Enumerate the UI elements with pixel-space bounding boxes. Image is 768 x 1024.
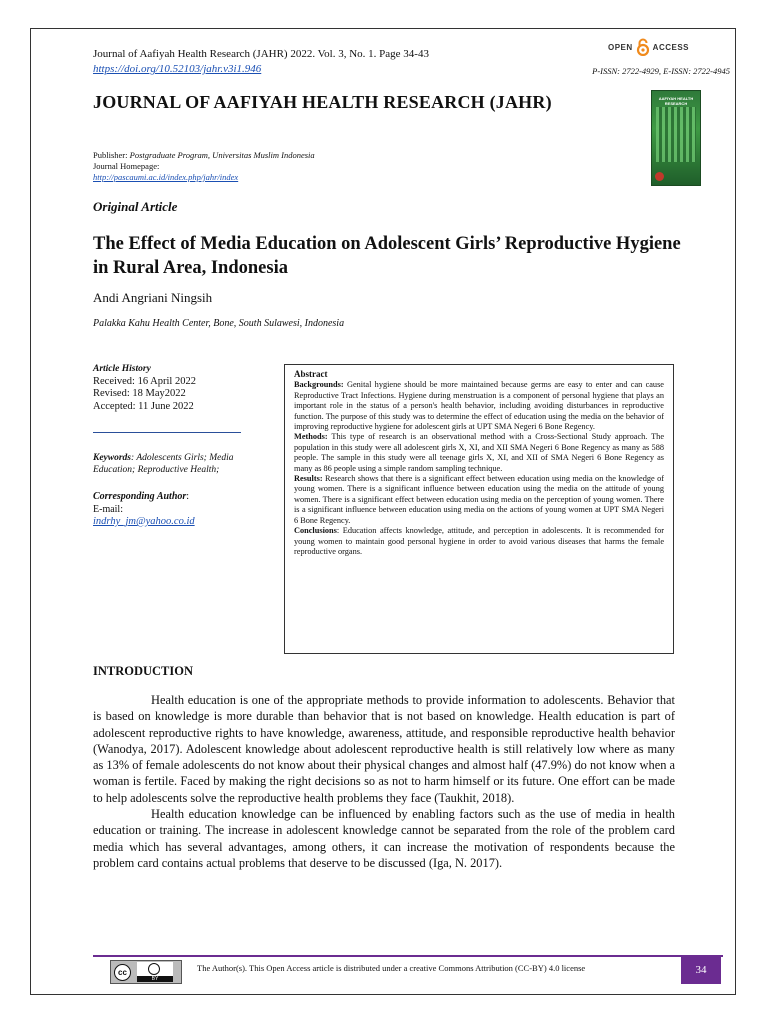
section-heading: INTRODUCTION [93,664,194,678]
page-number: 34 [681,956,721,984]
footer-divider [93,955,723,957]
open-access-right: ACCESS [652,42,690,52]
person-icon [148,963,160,975]
publisher-block: Publisher: Postgraduate Program, Universitas Muslim Indonesia Journal Homepage: http://pascaumi.ac.id/index.php/jahr/index [93,150,315,182]
homepage-label: Journal Homepage: [93,161,160,171]
email-link[interactable]: indrhy_jm@yahoo.co.id [93,516,195,527]
cover-title: AAFIYAH HEALTH RESEARCH [658,96,694,106]
journal-title: JOURNAL OF AAFIYAH HEALTH RESEARCH (JAHR) [93,92,552,112]
email-label: E-mail: [93,503,123,515]
homepage-link[interactable]: http://pascaumi.ac.id/index.php/jahr/index [93,172,239,182]
revised-date: Revised: 18 May2022 [93,388,186,399]
accepted-date: Accepted: 11 June 2022 [93,400,194,412]
corresponding-label: Corresponding Author [93,491,187,502]
creative-commons-icon: cc [114,964,131,981]
paper-title: The Effect of Media Education on Adolescent Girls’ Reproductive Hygiene in Rural Area, Indonesia [93,234,681,278]
issn-line: P-ISSN: 2722-4929, E-ISSN: 2722-4945 [592,66,730,76]
article-type: Original Article [93,199,178,214]
methods-label: Methods: [294,432,328,442]
open-access-logo [608,38,689,56]
paragraph: Health education is one of the appropriate methods to provide information to adolescents. Behavior that is based on knowledge is more durable than behavior that is not based on knowledge. Health education is part of adolescent reproductive rights to have knowledge, awareness, attitude, and responsible reproductive health behavior (Wanodya, 2017). Adolescent knowledge about adolescent reproductive health is still relatively low where as many as 13% of female adolescents do not know about their physical changes and almost half (47.9%) do not know when a woman is fertile. Faced by making the right decisions so as not to harm himself or its future. One effort can be made to help adolescents solve the reproductive health problems they face (Taukhit, 2018). [93,693,675,805]
publisher-name: Postgraduate Program, Universitas Muslim Indonesia [129,150,315,160]
keywords-text: : Adolescents Girls; Media Education; Reproductive Health; [93,453,234,475]
conclusions-label: Conclusions [294,526,337,536]
introduction-body [93,692,675,871]
abstract-box [284,364,674,654]
backgrounds-label: Backgrounds: [294,380,344,390]
journal-cover-image [651,90,701,186]
cover-badge-icon [655,172,664,181]
open-lock-icon [636,38,650,56]
corresponding-colon: : [186,491,190,502]
keywords-label: Keywords [93,453,131,463]
history-label: Article History [93,364,151,374]
results-text: Research shows that there is a significant effect between education using media on the knowledge of young women. There is a significant influence between education using the media on the attitude of young women. There is a significant effect between education using media on the perception of young women. There is a significant influence between education using media on the actions of young women at UPT SMA Negeri 6 Bone Regency. [294,474,664,525]
corresponding-author [93,491,263,529]
license-text: The Author(s). This Open Access article is distributed under a creative Commons Attribution (CC-BY) 4.0 license [197,963,586,973]
author-name: Andi Angriani Ningsih [93,290,213,305]
article-history [93,363,273,413]
author-affiliation: Palakka Kahu Health Center, Bone, South Sulawesi, Indonesia [93,318,345,329]
methods-text: This type of research is an observational method with a Cross-Sectional Study approach. The population in this study were all adolescent girls X, XI, and XII SMA Negeri 6 Bone Regency as many as 588 people. The sample in this study were all teenage girls X, XI, and XII of SMA Negeri 6 Bone Regency as many as 86 people using a simple random sampling technique. [294,432,664,473]
divider [93,432,241,433]
keywords [93,452,258,476]
backgrounds-text: Genital hygiene should be more maintained because germs are easy to enter and can cause Reproductive Tract Infections. Hygiene during menstruation is a component of personal hygiene that plays an important role in the status of a person's health behavior, including avoiding disturbances in reproductive function. The purpose of this study was to determine the effect of education using the media on the behavior of improving reproductive hygiene for adolescent girls at UPT SMA Negeri 6 Bone Regency. [294,380,664,432]
conclusions-text: : Education affects knowledge, attitude, and perception in adolescents. It is recommended for young women to maintain good personal hygiene in order to avoid various diseases that harms the female reproductive organs. [294,526,664,556]
by-icon [137,962,173,982]
paragraph: Health education knowledge can be influenced by enabling factors such as the use of media in health education or training. The increase in adolescent knowledge cannot be separated from the role of the problem card media which has several advantages, among others, it can increase the motivation of respondents because the problem card contains actual problems that deserve to be discussed (Iga, N. 2017). [93,807,675,870]
open-access-left: OPEN [608,42,633,52]
abstract-methods [294,432,664,474]
abstract-conclusions [294,526,664,557]
cover-graphic [656,107,696,162]
abstract-heading: Abstract [294,369,328,379]
journal-citation: Journal of Aafiyah Health Research (JAHR) 2022. Vol. 3, No. 1. Page 34-43 [93,48,429,60]
cc-by-license-badge [110,960,182,984]
by-label: BY [137,976,173,982]
abstract-backgrounds [294,380,664,432]
received-date: Received: 16 April 2022 [93,375,196,387]
publisher-label: Publisher [93,150,126,160]
doi-link[interactable]: https://doi.org/10.52103/jahr.v3i1.946 [93,63,262,75]
results-label: Results: [294,474,323,484]
abstract-results [294,474,664,526]
